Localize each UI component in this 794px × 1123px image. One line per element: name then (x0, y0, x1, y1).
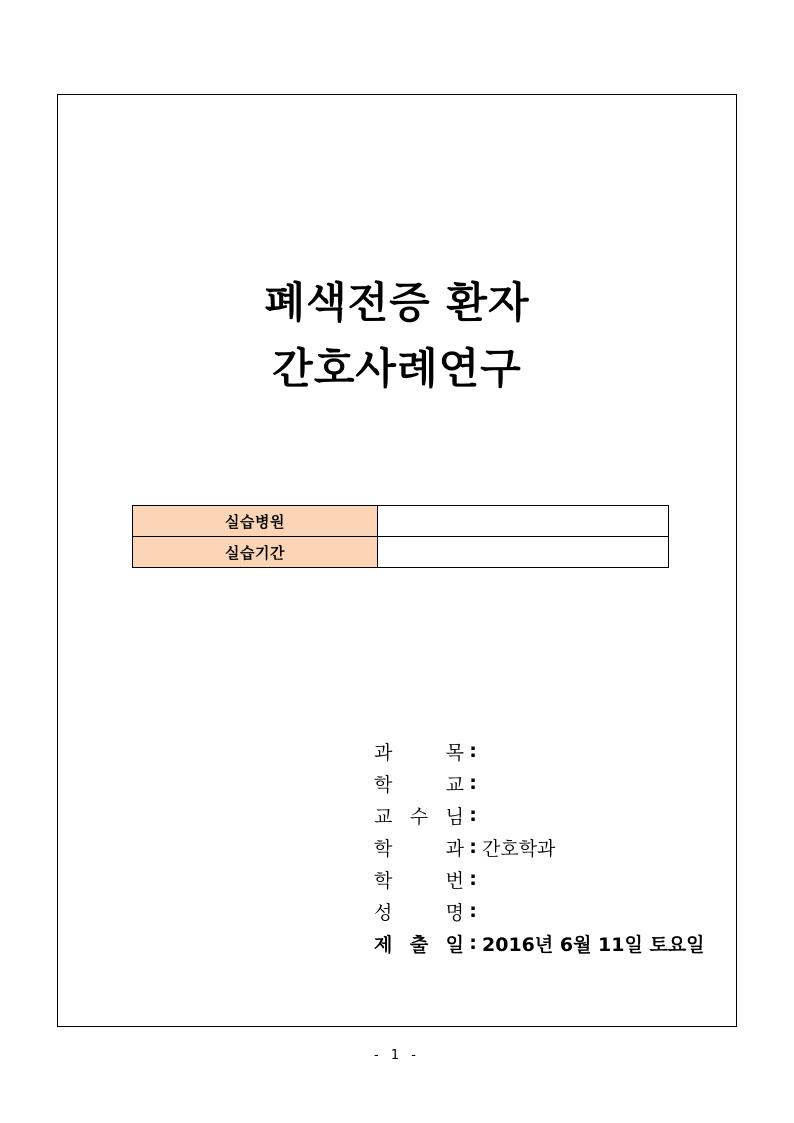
practicum-info-table (132, 505, 669, 568)
submission-date-value: 2016년 6월 11일 토요일 (482, 933, 705, 956)
colon: : (469, 900, 477, 922)
colon: : (469, 932, 477, 954)
page-number: - 1 - (374, 1048, 420, 1063)
colon: : (469, 836, 477, 858)
submission-date-label: 제 출 일 (374, 933, 464, 956)
department-value: 간호학과 (482, 837, 556, 860)
practicum-hospital-label: 실습병원 (133, 506, 378, 537)
submission-date-row (374, 927, 705, 959)
professor-row (374, 799, 705, 831)
student-id-label: 학 번 (374, 869, 464, 892)
department-label: 학 과 (374, 837, 464, 860)
table-row (133, 506, 669, 537)
colon: : (469, 804, 477, 826)
professor-label: 교 수 님 (374, 805, 464, 828)
submission-info (374, 735, 705, 959)
practicum-period-value (378, 537, 669, 568)
course-label: 과 목 (374, 741, 464, 764)
course-row (374, 735, 705, 767)
department-row (374, 831, 705, 863)
colon: : (469, 772, 477, 794)
name-row (374, 895, 705, 927)
school-row (374, 767, 705, 799)
school-label: 학 교 (374, 773, 464, 796)
colon: : (469, 868, 477, 890)
document-title-line-2: 간호사례연구 (272, 344, 522, 393)
colon: : (469, 740, 477, 762)
document-title-line-1: 폐색전증 환자 (264, 278, 530, 327)
practicum-hospital-value (378, 506, 669, 537)
student-id-row (374, 863, 705, 895)
practicum-period-label: 실습기간 (133, 537, 378, 568)
name-label: 성 명 (374, 901, 464, 924)
table-row (133, 537, 669, 568)
